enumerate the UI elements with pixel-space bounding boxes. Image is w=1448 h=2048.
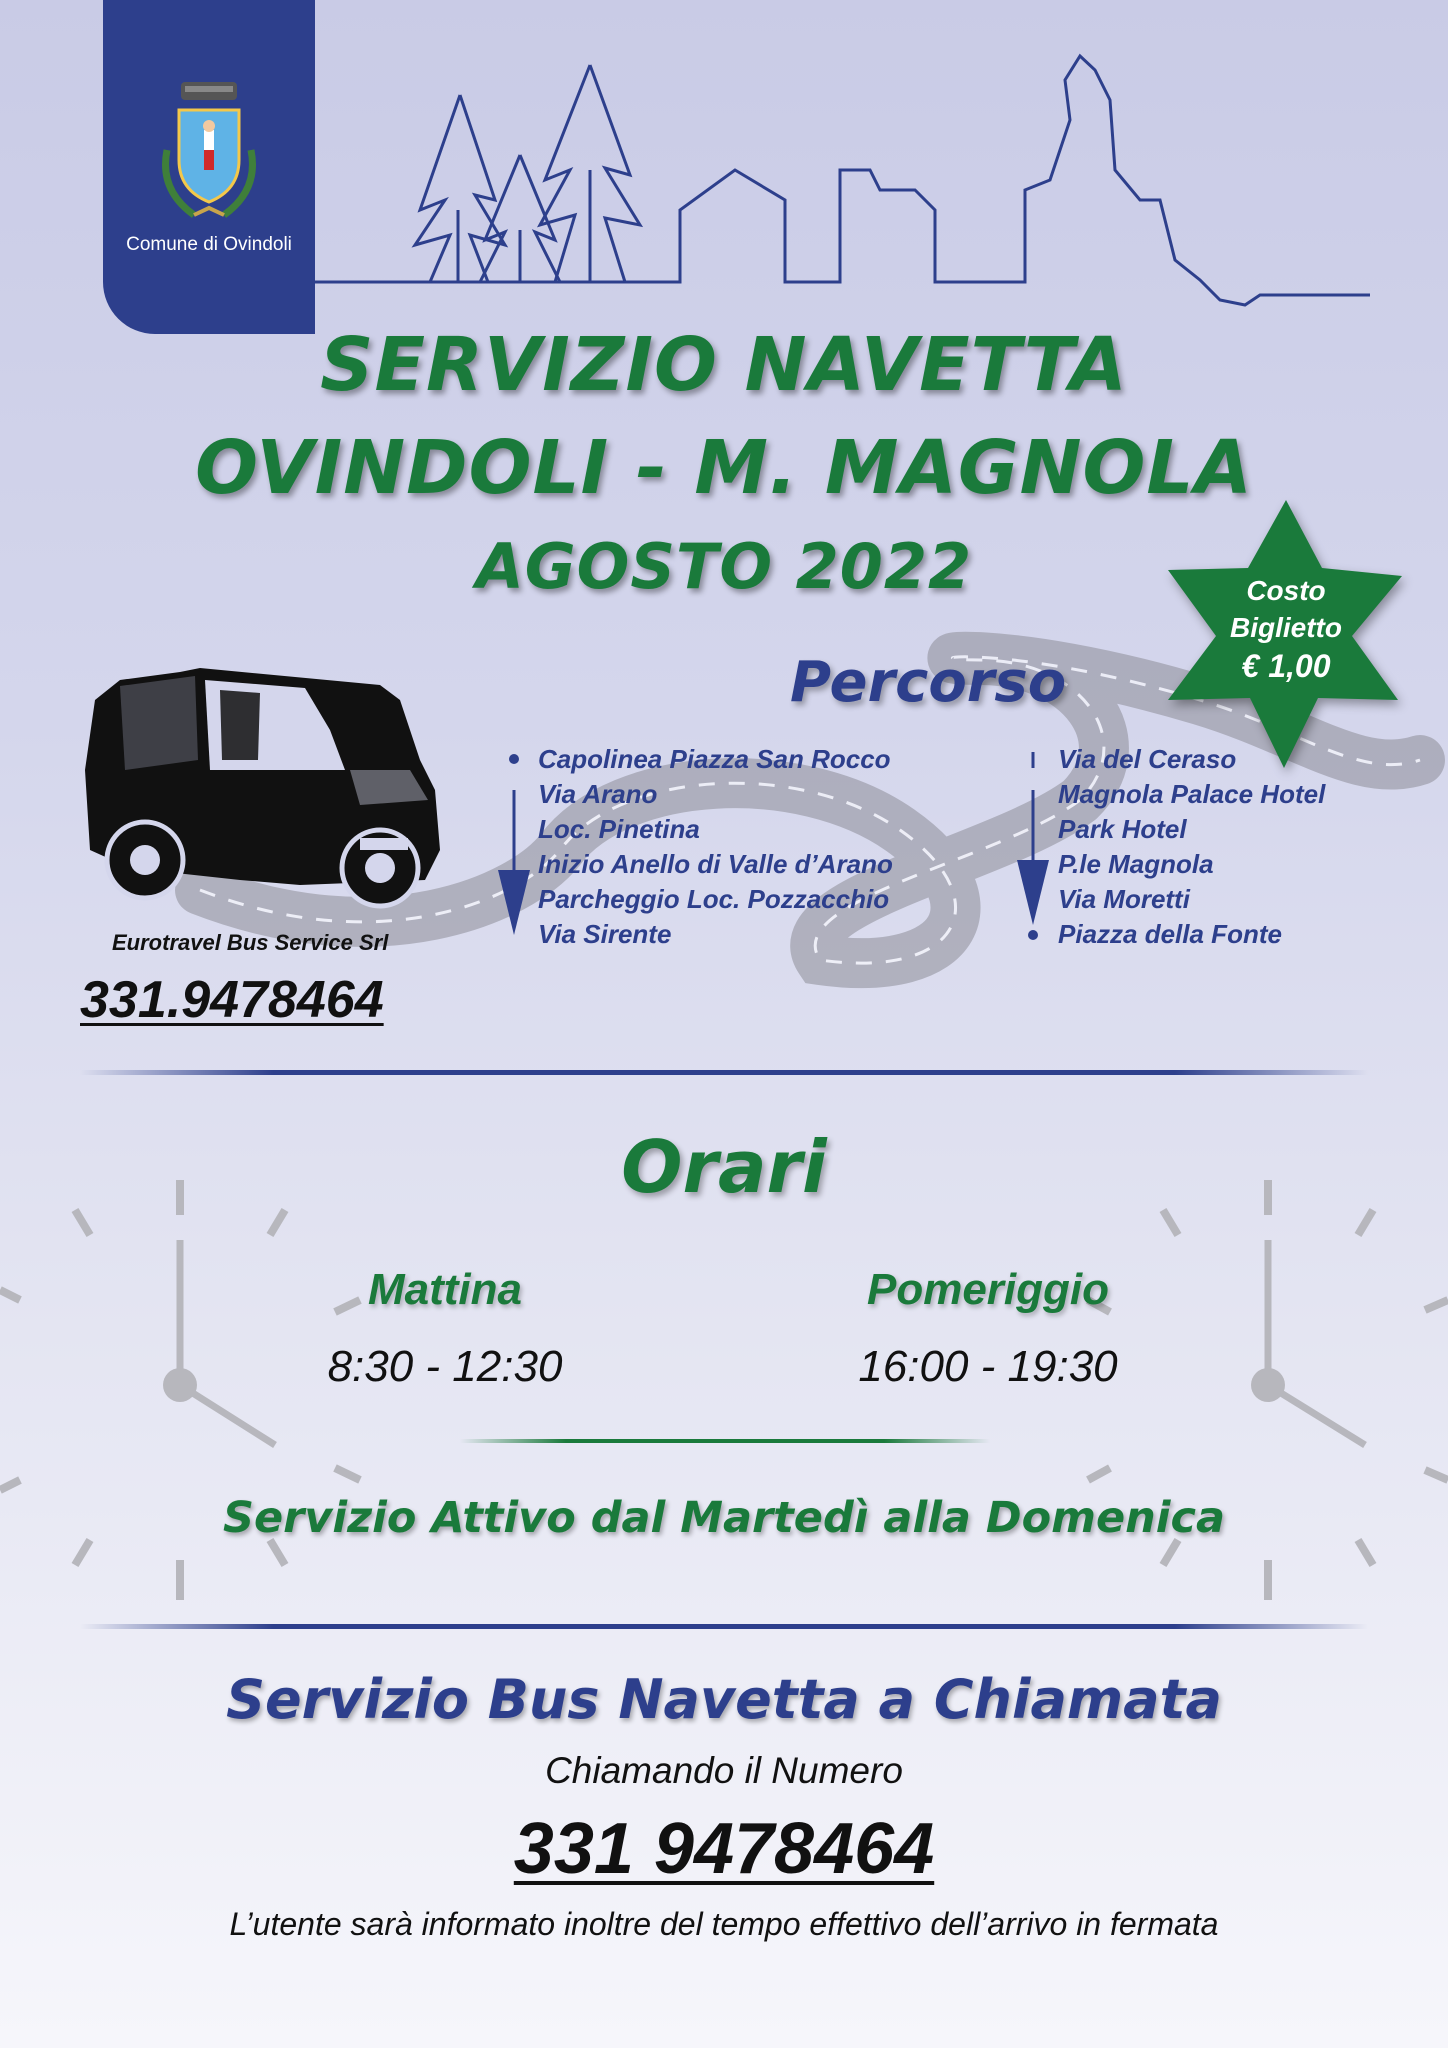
- title-line-1: SERVIZIO NAVETTA: [320, 322, 1128, 408]
- morning-label: Mattina: [368, 1265, 522, 1314]
- route-stops-left: [538, 742, 893, 952]
- route-stop: Park Hotel: [1058, 814, 1187, 844]
- route-stop: P.le Magnola: [1058, 849, 1214, 879]
- divider: [460, 1439, 990, 1443]
- on-call-title: Servizio Bus Navetta a Chiamata: [226, 1668, 1222, 1731]
- route-stop: Inizio Anello di Valle d’Arano: [538, 849, 893, 879]
- price-label-line-2: Biglietto: [1230, 612, 1342, 643]
- org-name: Comune di Ovindoli: [126, 234, 292, 255]
- skyline-illustration: [315, 56, 1370, 305]
- route-stop: Parcheggio Loc. Pozzacchio: [538, 884, 890, 914]
- route-stop: Via del Ceraso: [1058, 744, 1237, 774]
- divider: [80, 1624, 1368, 1629]
- afternoon-time: 16:00 - 19:30: [858, 1342, 1118, 1391]
- arrival-info-note: L’utente sarà informato inoltre del tempo effettivo dell’arrivo in fermata: [229, 1906, 1219, 1942]
- operator-phone: 331.9478464: [80, 971, 384, 1029]
- schedule-heading: Orari: [621, 1125, 827, 1209]
- afternoon-label: Pomeriggio: [866, 1265, 1110, 1314]
- price-value: € 1,00: [1241, 648, 1331, 684]
- route-stop: Via Arano: [538, 779, 658, 809]
- route-heading: Percorso: [790, 650, 1067, 715]
- van-illustration: [85, 668, 440, 906]
- route-stop: Loc. Pinetina: [538, 814, 700, 844]
- route-stop: Capolinea Piazza San Rocco: [538, 744, 891, 774]
- on-call-phone-wrapper: [0, 1808, 1448, 1890]
- route-stop: Via Moretti: [1058, 884, 1190, 914]
- operator-company: Eurotravel Bus Service Srl: [112, 930, 389, 955]
- title-line-2: OVINDOLI - M. MAGNOLA: [195, 425, 1253, 511]
- active-days: Servizio Attivo dal Martedì alla Domenica: [223, 1493, 1225, 1543]
- morning-time: 8:30 - 12:30: [327, 1342, 563, 1391]
- on-call-phone: 331 9478464: [513, 1809, 935, 1889]
- route-stops-right: [1058, 742, 1325, 952]
- route-stop: Piazza della Fonte: [1058, 919, 1282, 949]
- coat-of-arms-icon: [149, 80, 269, 230]
- price-label-line-1: Costo: [1246, 575, 1326, 606]
- divider: [80, 1070, 1368, 1075]
- route-stop: Magnola Palace Hotel: [1058, 779, 1326, 809]
- municipality-logo-tab: [103, 0, 315, 334]
- on-call-subtitle: Chiamando il Numero: [545, 1750, 903, 1791]
- route-stop: Via Sirente: [538, 919, 672, 949]
- title-line-3: AGOSTO 2022: [475, 530, 973, 603]
